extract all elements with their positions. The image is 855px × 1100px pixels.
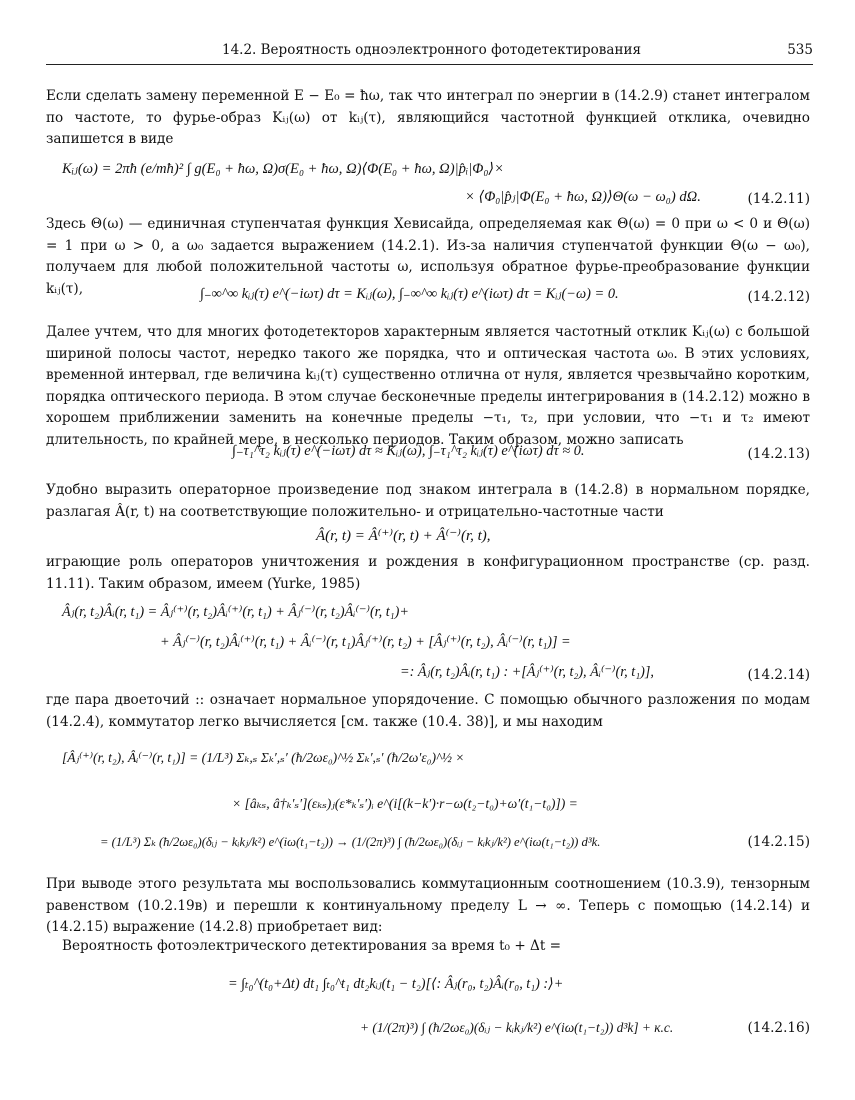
section-title: 14.2. Вероятность одноэлектронного фотодетектирования [222,42,641,58]
paragraph-5: играющие роль операторов уничтожения и рождения в конфигурационном пространстве (ср. разд. 11.11). Таким образом, имеем (Yurke, 1985) [46,554,810,592]
equation-14-2-16-line-1: = ∫ₜ₀^(t₀+Δt) dt₁ ∫ₜ₀^t₁ dt₂kᵢⱼ(t₁ − t₂)[⟨: Âⱼ(r₀, t₂)Âᵢ(r₀, t₁) :⟩+ [228,976,564,992]
equation-14-2-11-line-2: × ⟨Φ₀|p̂ⱼ|Φ(E₀ + ħω, Ω)⟩Θ(ω − ω₀) dΩ. [465,189,701,205]
equation-14-2-16-lead: Вероятность фотоэлектрического детектирования за время t₀ + Δt = [62,938,562,954]
equation-14-2-15-line-3: = (1/L³) Σₖ (ħ/2ωε₀)(δᵢⱼ − kᵢkⱼ/k²) e^(iω(t₁−t₂)) → (1/(2π)³) ∫ (ħ/2ωε₀)(δᵢⱼ − kᵢkⱼ/k²) e^(iω(t₁−t₂)) d³k. [100,835,601,849]
equation-14-2-14-line-2: + Âⱼ⁽⁻⁾(r, t₂)Âᵢ⁽⁺⁾(r, t₁) + Âᵢ⁽⁻⁾(r, t₁)Âⱼ⁽⁺⁾(r, t₂) + [Âⱼ⁽⁺⁾(r, t₂), Âᵢ⁽⁻⁾(r, t₁)] = [160,634,571,650]
paragraph-1: Если сделать замену переменной E − E₀ = ħω, так что интеграл по энергии в (14.2.9) станет интегралом по частоте, то фурье-образ Kᵢⱼ(ω) от kᵢⱼ(τ), являющийся частотной функцией отклика, очевидно запишется в виде [46,88,810,147]
equation-14-2-15-line-2: × [âₖₛ, â†ₖ′ₛ′](εₖₛ)ⱼ(ε*ₖ′ₛ′)ᵢ e^(i[(k−k′)·r−ω(t₂−t₀)+ω′(t₁−t₀)]) = [232,796,578,811]
paragraph-4: Удобно выразить операторное произведение под знаком интеграла в (14.2.8) в нормальном порядке, разлагая Â(r, t) на соответствующие положительно- и отрицательно-частотные части [46,482,810,520]
equation-number-14-2-15: (14.2.15) [747,834,810,850]
equation-number-14-2-16: (14.2.16) [747,1020,810,1036]
paragraph-3: Далее учтем, что для многих фотодетекторов характерным является частотный отклик Kᵢⱼ(ω) с большой шириной полосы частот, нередко такого же порядка, что и оптическая частота ω₀. В этих условиях, временной интервал, где величина kᵢⱼ(τ) существенно отлична от нуля, является чрезвычайно коротким, порядка оптического периода. В этом случае бесконечные пределы интегрирования в (14.2.12) можно в хорошем приближении заменить на конечные пределы −τ₁, τ₂, при условии, что −τ₁ и τ₂ имеют длительность, по крайней мере, в несколько периодов. Таким образом, можно записать [46,324,810,448]
paragraph-7: При выводе этого результата мы воспользовались коммутационным соотношением (10.3.9), тензорным равенством (10.2.19в) и перешли к континуальному пределу L → ∞. Теперь с помощью (14.2.14) и (14.2.15) выражение (14.2.8) приобретает вид: [46,876,810,935]
equation-14-2-12: ∫₋∞^∞ kᵢⱼ(τ) e^(−iωτ) dτ = Kᵢⱼ(ω), ∫₋∞^∞ kᵢⱼ(τ) e^(iωτ) dτ = Kᵢⱼ(−ω) = 0. [200,286,619,302]
equation-number-14-2-14: (14.2.14) [747,667,810,683]
running-header [46,40,813,65]
equation-number-14-2-11: (14.2.11) [747,191,810,207]
page-number: 535 [787,42,813,58]
equation-14-2-14-line-3: =: Âⱼ(r, t₂)Âᵢ(r, t₁) : +[Âⱼ⁽⁺⁾(r, t₂), Âᵢ⁽⁻⁾(r, t₁)], [400,664,654,680]
paragraph-6: где пара двоеточий :: означает нормальное упорядочение. С помощью обычного разложения по модам (14.2.4), коммутатор легко вычисляется [см. также (10.4. 38)], и мы находим [46,692,810,730]
equation-number-14-2-12: (14.2.12) [747,289,810,305]
equation-number-14-2-13: (14.2.13) [747,446,810,462]
equation-14-2-11-line-1: Kᵢⱼ(ω) = 2πħ (e/mħ)² ∫ g(E₀ + ħω, Ω)σ(E₀ + ħω, Ω)⟨Φ(E₀ + ħω, Ω)|p̂ᵢ|Φ₀⟩× [62,161,504,177]
equation-14-2-13: ∫₋τ₁^τ₂ kᵢⱼ(τ) e^(−iωτ) dτ ≈ Kᵢⱼ(ω), ∫₋τ₁^τ₂ kᵢⱼ(τ) e^(iωτ) dτ ≈ 0. [232,443,585,459]
equation-14-2-15-line-1: [Âⱼ⁽⁺⁾(r, t₂), Âᵢ⁽⁻⁾(r, t₁)] = (1/L³) Σₖ,ₛ Σₖ′,ₛ′ (ħ/2ωε₀)^½ Σₖ′,ₛ′ (ħ/2ω′ε₀)^½ × [62,750,465,765]
equation-14-2-16-line-2: + (1/(2π)³) ∫ (ħ/2ωε₀)(δᵢⱼ − kᵢkⱼ/k²) e^(iω(t₁−t₂)) d³k] + к.с. [360,1020,674,1035]
paragraph-2: Здесь Θ(ω) — единичная ступенчатая функция Хевисайда, определяемая как Θ(ω) = 0 при ω < 0 и Θ(ω) = 1 при ω > 0, а ω₀ задается выражением (14.2.1). Из-за наличия ступенчатой функции Θ(ω − ω₀), получаем для любой положительной частоты ω, используя обратное фурье-преобразование функции kᵢⱼ(τ), [46,216,810,297]
equation-field-decomposition: Â(r, t) = Â⁽⁺⁾(r, t) + Â⁽⁻⁾(r, t), [316,528,491,544]
equation-14-2-14-line-1: Âⱼ(r, t₂)Âᵢ(r, t₁) = Âⱼ⁽⁺⁾(r, t₂)Âᵢ⁽⁺⁾(r, t₁) + Âⱼ⁽⁻⁾(r, t₂)Âᵢ⁽⁻⁾(r, t₁)+ [62,604,409,620]
